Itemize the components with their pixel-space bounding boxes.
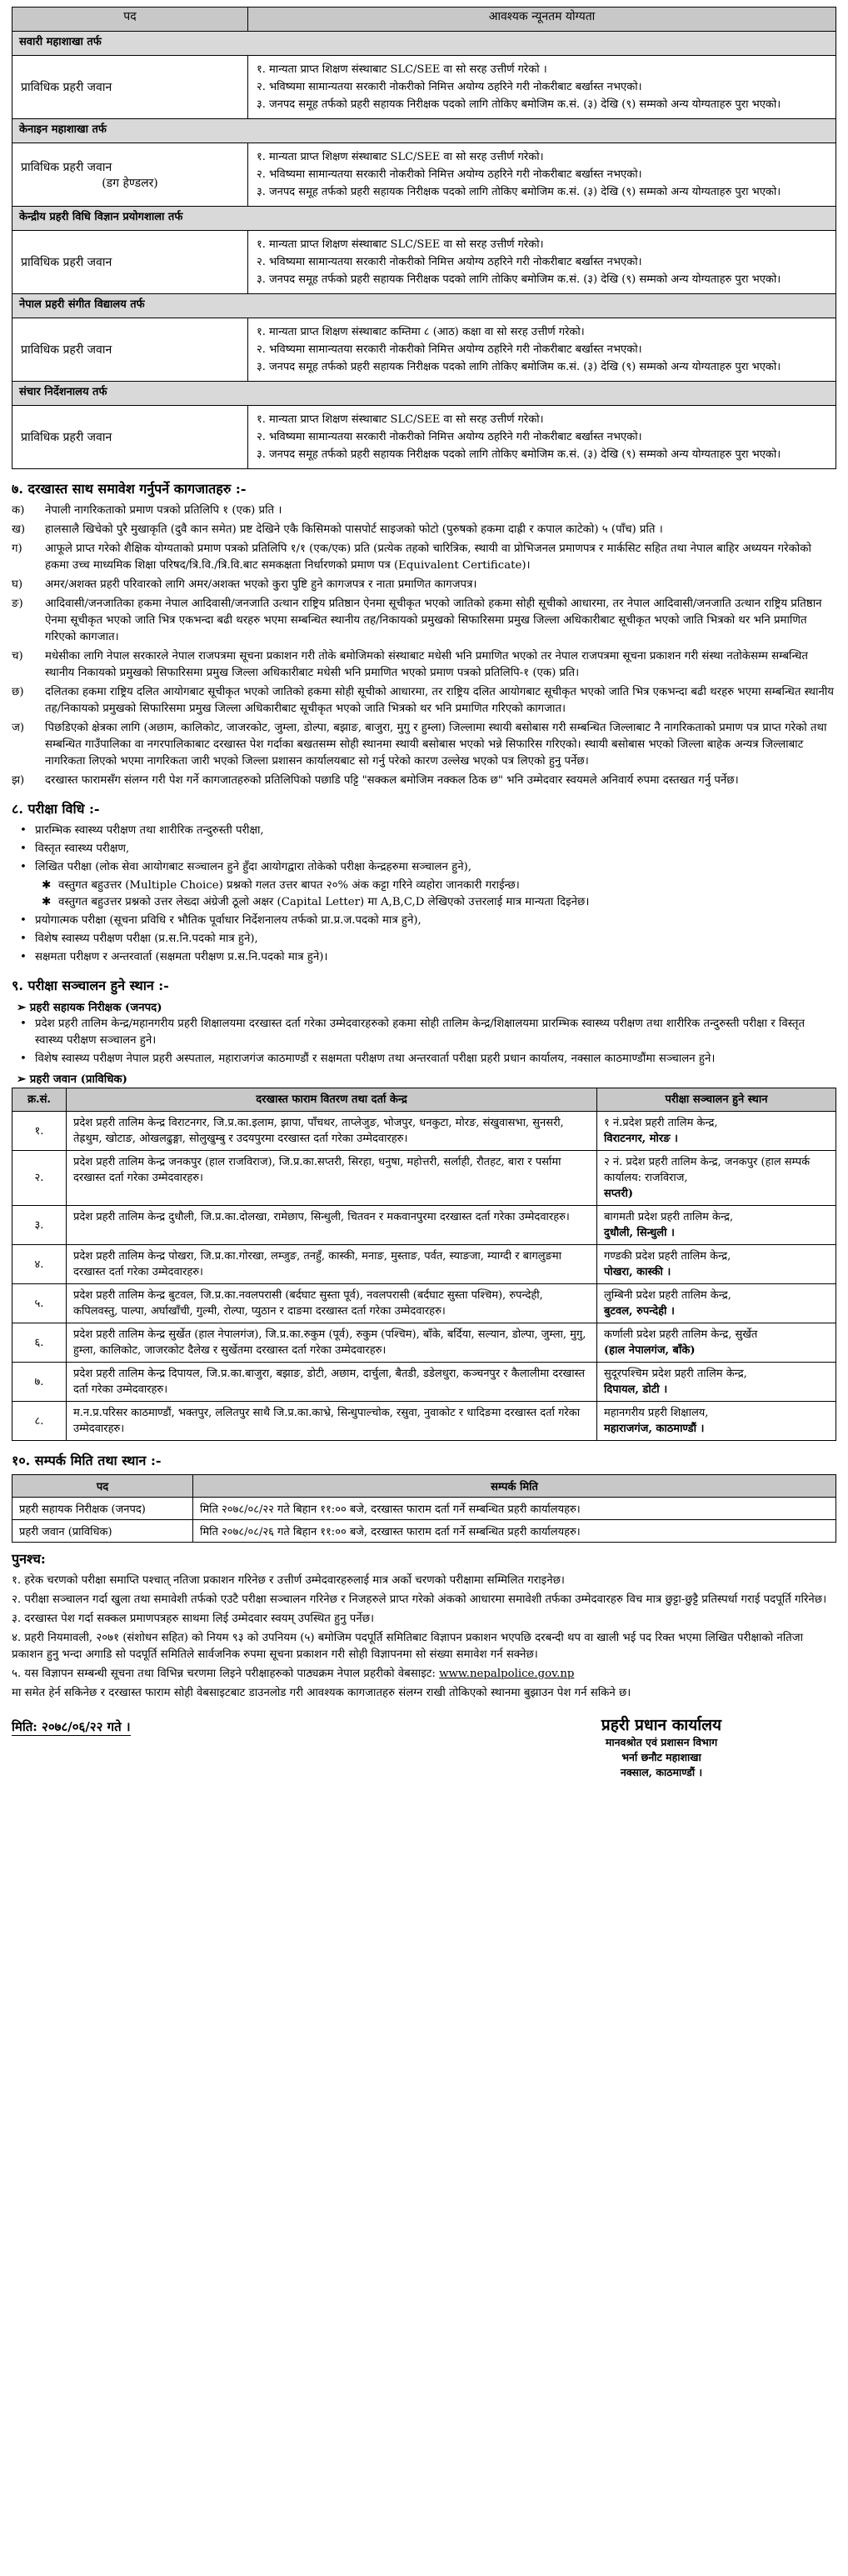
location-line-2: बुटवल, रुपन्देही । <box>604 1305 675 1318</box>
website-link[interactable]: www.nepalpolice.gov.np <box>439 1668 575 1680</box>
document-item <box>12 720 836 770</box>
venue-si-title: ➢ प्रहरी सहायक निरीक्षक (जनपद) <box>17 1002 162 1014</box>
bullet-icon: • <box>20 843 27 855</box>
bullet-icon: • <box>20 933 27 945</box>
qualification-item: १. मान्यता प्राप्त शिक्षण संस्थाबाट SLC/SEE वा सो सरह उत्तीर्ण गरेको। <box>257 413 544 426</box>
note-item-text: ३. दरखास्त पेश गर्दा सक्कल प्रमाणपत्रहरु साथमा लिई उम्मेदवार स्वयम् उपस्थित हुनु पर्नेछ। <box>12 1613 375 1625</box>
section-title-row <box>12 32 836 56</box>
section-title-row <box>12 207 836 231</box>
center-row-no: ७. <box>12 1363 67 1402</box>
bullet-icon: • <box>20 951 27 963</box>
contact-row <box>12 1520 836 1543</box>
exam-item-text: प्रारम्भिक स्वास्थ्य परीक्षण तथा शारीरिक तन्दुरुस्ती परीक्षा, <box>35 824 264 837</box>
exam-heading: ८. परीक्षा विधि :- <box>12 801 100 817</box>
exam-item <box>20 913 836 929</box>
section-title-row <box>12 119 836 143</box>
col-contact-date: सम्पर्क मिति <box>193 1475 836 1498</box>
center-row <box>12 1112 836 1151</box>
office-dept: मानवश्रोत एवं प्रशासन विभाग <box>605 1736 718 1748</box>
section-post-row <box>12 143 836 207</box>
document-item-label: घ) <box>12 578 23 591</box>
section-post-row <box>12 406 836 469</box>
qualification-item: १. मान्यता प्राप्त शिक्षण संस्थाबाट SLC/SEE वा सो सरह उत्तीर्ण गरेको। <box>257 151 544 163</box>
qualification-item: ३. जनपद समूह तर्फको प्रहरी सहायक निरीक्षक पदको लागि तोकिए बमोजिम क.सं. (३) देखि (९) सम्मको अन्य योग्यताहरु पुरा भएको। <box>257 448 781 461</box>
col-contact-post: पद <box>12 1475 193 1498</box>
exam-item <box>20 841 836 858</box>
venue-si-title-text: प्रहरी सहायक निरीक्षक (जनपद) <box>29 1002 162 1014</box>
location-line-1: २ नं. प्रदेश प्रहरी तालिम केन्द्र, जनकपुर (हाल सम्पर्क कार्यालय: राजविराज, <box>604 1156 811 1184</box>
qualification-item: ३. जनपद समूह तर्फको प्रहरी सहायक निरीक्षक पदको लागि तोकिए बमोजिम क.सं. (३) देखि (९) सम्मको अन्य योग्यताहरु पुरा भएको। <box>257 186 781 198</box>
section-post-row <box>12 231 836 294</box>
location-line-1: गण्डकी प्रदेश प्रहरी तालिम केन्द्र, <box>604 1250 731 1263</box>
note-item <box>12 1685 836 1702</box>
col-qualification: आवश्यक न्यूनतम योग्यता <box>248 8 836 32</box>
qualification-cell <box>248 318 836 382</box>
contact-post: प्रहरी जवान (प्राविधिक) <box>12 1520 193 1543</box>
bullet-icon: • <box>20 914 27 927</box>
post-subtitle: (डग हेण्डलर) <box>102 176 158 190</box>
col-location: परीक्षा सञ्चालन हुने स्थान <box>597 1088 836 1112</box>
contact-heading: १०. सम्पर्क मिति तथा स्थान :- <box>12 1453 162 1468</box>
location-line-2: दिपायल, डोटी । <box>604 1383 668 1396</box>
center-row-text: प्रदेश प्रहरी तालिम केन्द्र दुधौली, जि.प्र.का.दोलखा, रामेछाप, सिन्धुली, चितवन र मकवानपुरमा दरखास्त दर्ता गरेका उम्मेदवारहरु। <box>67 1206 597 1245</box>
document-item-label: क) <box>12 504 25 517</box>
bullet-icon: • <box>20 1018 27 1030</box>
center-row <box>12 1402 836 1441</box>
asterisk-icon: ✱ <box>42 896 52 908</box>
qualification-item: १. मान्यता प्राप्त शिक्षण संस्थाबाट SLC/SEE वा सो सरह उत्तीर्ण गरेको। <box>257 238 544 251</box>
center-row-no: ५. <box>12 1284 67 1323</box>
contact-post: प्रहरी सहायक निरीक्षक (जनपद) <box>12 1498 193 1520</box>
footer <box>12 1713 836 1780</box>
document-item-label: ग) <box>12 543 22 555</box>
office-place: नक्साल, काठमाण्डौं । <box>620 1766 703 1778</box>
col-center: दरखास्त फाराम वितरण तथा दर्ता केन्द्र <box>67 1088 597 1112</box>
col-post: पद <box>12 8 248 32</box>
location-line-2: सप्तरी) <box>604 1188 634 1200</box>
location-line-2: महाराजगंज, काठमाण्डौं । <box>604 1423 705 1435</box>
center-row-location <box>597 1323 836 1363</box>
exam-item-text: विस्तृत स्वास्थ्य परीक्षण, <box>35 843 130 855</box>
document-item <box>12 541 836 574</box>
post-name: प्राविधिक प्रहरी जवान <box>21 160 112 174</box>
document-item-label: ज) <box>12 722 25 734</box>
office-branch: भर्ना छनौट महाशाखा <box>621 1751 701 1763</box>
documents-list <box>12 503 836 789</box>
document-item <box>12 522 836 538</box>
venue-si-item <box>20 1016 836 1049</box>
exam-item-text: लिखित परीक्षा (लोक सेवा आयोगबाट सञ्चालन हुने हुँदा आयोगद्वारा तोकेको परीक्षा केन्द्रहरुमा सञ्चालन हुने), <box>35 861 472 873</box>
exam-item-text: प्रयोगात्मक परीक्षा (सूचना प्रविधि र भौतिक पूर्वाधार निर्देशनालय तर्फको प्रा.प्र.ज.पदको मात्र हुने), <box>35 914 422 927</box>
location-line-1: बागमती प्रदेश प्रहरी तालिम केन्द्र, <box>604 1211 734 1223</box>
venue-si-list <box>12 1016 836 1068</box>
document-item-text: अमर/अशक्त प्रहरी परिवारको लागि अमर/अशक्त भएको कुरा पुष्टि हुने कागजपत्र र नाता प्रमाणित कागजपत्र। <box>45 578 477 591</box>
center-row-text: प्रदेश प्रहरी तालिम केन्द्र विराटनगर, जि.प्र.का.इलाम, झापा, पाँचथर, ताप्लेजुङ, भोजपुर, धनकुटा, मोरङ, संखुवासभा, सुनसरी, तेह्रथुम, खोटाङ, ओखलढुङ्गा, सोलुखुम्बु र उदयपुरमा दरखास्त दर्ता गरेका उम्मेदवारहरु। <box>67 1112 597 1151</box>
center-row-no: ४. <box>12 1245 67 1284</box>
exam-item-text: सक्षमता परीक्षण र अन्तरवार्ता (सक्षमता परीक्षण प्र.स.नि.पदको मात्र हुने)। <box>35 951 328 963</box>
center-row-text: प्रदेश प्रहरी तालिम केन्द्र जनकपुर (हाल राजविराज), जि.प्र.का.सप्तरी, सिरहा, धनुषा, महोत्तरी, सर्लाही, रौतहट, बारा र पर्सामा दरखास्त दर्ता गरेका उम्मेदवारहरु। <box>67 1151 597 1206</box>
document-item <box>12 684 836 718</box>
document-item <box>12 577 836 593</box>
notes-heading: पुनश्च: <box>12 1551 46 1567</box>
contact-date: मिति २०७८/०८/२६ गते बिहान ११:०० बजे, दरखास्त फाराम दर्ता गर्ने सम्बन्धित प्रहरी कार्यालयहरु। <box>193 1520 836 1543</box>
col-no: क्र.सं. <box>12 1088 67 1112</box>
document-item-text: दलितका हकमा राष्ट्रिय दलित आयोगबाट सूचीकृत भएको जातिको हकमा सोही सूचीको आधारमा, तर राष्ट्रिय दलित आयोगबाट सूचीकृत भएको जाति भित्र एकभन्दा बढी थरहरु भएमा सम्बन्धित स्थानीय तह/निकायको प्रमुखको सिफारिसमा प्रमुख जिल्ला अधिकारीबाट सूचीकृत भएको जाति भित्रको थर भनि प्रमाणित गरिएको कागजात। <box>45 686 835 715</box>
document-item-text: नेपाली नागरिकताको प्रमाण पत्रको प्रतिलिपि १ (एक) प्रति । <box>45 504 282 517</box>
post-cell <box>12 143 248 207</box>
document-item-text: आफूले प्राप्त गरेको शैक्षिक योग्यताको प्रमाण पत्रको प्रतिलिपि १/१ (एक/एक) प्रति (प्रत्येक तहको चारित्रिक, स्थायी वा प्रोभिजनल प्रमाणपत्र र मार्कसिट सहित तथा नेपाल बाहिर अध्ययन गरेकोको हकमा उच्च माध्यमिक शिक्षा परिषद/त्रि.वि./त्रि.वि.बाट समकक्षता निर्धारणको प्रमाण पत्र (Equivalent Certificate)। <box>45 543 811 572</box>
post-cell <box>12 231 248 294</box>
document-item <box>12 773 836 789</box>
note-item-text: ४. प्रहरी नियमावली, २०७१ (संशोधन सहित) को नियम ९३ को उपनियम (५) बमोजिम पदपूर्ति समितिबाट विज्ञापन प्रकाशन भएपछि दरबन्दी थप वा खाली भई पद रिक्त भएमा लिखित परीक्षाको नतिजा प्रकाशन हुनु भन्दा अगाडि सो पदपूर्ति समितिले सार्वजनिक रुपमा सूचना प्रकाशन गरी सोही विज्ञापनमा सो संख्या समावेश गर्न सक्नेछ। <box>12 1632 804 1661</box>
center-row-location <box>597 1206 836 1245</box>
qualification-cell <box>248 56 836 119</box>
document-item-label: च) <box>12 650 23 663</box>
note-item <box>12 1592 836 1608</box>
section-title: केनाइन महाशाखा तर्फ <box>12 119 836 143</box>
location-line-1: कर्णाली प्रदेश प्रहरी तालिम केन्द्र, सुर्खेत <box>604 1328 758 1341</box>
qualification-item: ३. जनपद समूह तर्फको प्रहरी सहायक निरीक्षक पदको लागि तोकिए बमोजिम क.सं. (३) देखि (९) सम्मको अन्य योग्यताहरु पुरा भएको। <box>257 361 781 373</box>
contact-date: मिति २०७८/०८/२२ गते बिहान ११:०० बजे, दरखास्त फाराम दर्ता गर्ने सम्बन्धित प्रहरी कार्यालयहरु। <box>193 1498 836 1520</box>
center-row <box>12 1284 836 1323</box>
qualification-item: ३. जनपद समूह तर्फको प्रहरी सहायक निरीक्षक पदको लागि तोकिए बमोजिम क.सं. (३) देखि (९) सम्मको अन्य योग्यताहरु पुरा भएको। <box>257 98 781 111</box>
note-item <box>12 1630 836 1663</box>
document-item <box>12 648 836 682</box>
venue-pj-title: ➢ प्रहरी जवान (प्राविधिक) <box>17 1073 127 1086</box>
document-item <box>12 503 836 519</box>
document-item-text: आदिवासी/जनजातिका हकमा नेपाल आदिवासी/जनजाति उत्थान राष्ट्रिय प्रतिष्ठान ऐनमा सूचीकृत भएको जातिको हकमा सोही सूचीको आधारमा, तर नेपाल आदिवासी/जनजाति उत्थान राष्ट्रिय प्रतिष्ठान ऐनमा सूचीकृत भएको जाति भित्र एकभन्दा बढी थरहरु भएमा सम्बन्धित स्थानीय तह/निकायको प्रमुखको सिफारिसमा प्रमुख जिल्ला अधिकारीबाट सूचीकृत भएको जाति भित्रको थर भनि प्रमाणित गरिएको कागजात। <box>45 598 822 643</box>
center-row-text: प्रदेश प्रहरी तालिम केन्द्र बुटवल, जि.प्र.का.नवलपरासी (बर्दघाट सुस्ता पूर्व), नवलपरासी (बर्दघाट सुस्ता पश्चिम), रुपन्देही, कपिलवस्तु, पाल्पा, अर्घाखाँची, गुल्मी, रोल्पा, प्युठान र दाङमा दरखास्त दर्ता गरेका उम्मेदवारहरु। <box>67 1284 597 1323</box>
notes-list <box>12 1573 836 1702</box>
center-row-text: प्रदेश प्रहरी तालिम केन्द्र पोखरा, जि.प्र.का.गोरखा, लम्जुङ, तनहुँ, कास्की, मनाङ, मुस्ताङ, पर्वत, स्याङजा, म्याग्दी र बागलुङमा दरखास्त दर्ता गरेका उम्मेदवारहरु। <box>67 1245 597 1284</box>
center-row-location <box>597 1363 836 1402</box>
post-name: प्राविधिक प्रहरी जवान <box>21 343 112 357</box>
section-title-row <box>12 382 836 406</box>
post-cell <box>12 56 248 119</box>
center-row-no: १. <box>12 1112 67 1151</box>
location-line-1: लुम्बिनी प्रदेश प्रहरी तालिम केन्द्र, <box>604 1289 731 1302</box>
exam-item <box>20 931 836 948</box>
section-post-row <box>12 318 836 382</box>
document-item-text: दरखास्त फारामसँग संलग्न गरी पेश गर्ने कागजातहरुको प्रतिलिपिको पछाडि पट्टि "सक्कल बमोजिम नक्कल ठिक छ" भनि उम्मेदवार स्वयमले अनिवार्य रुपमा दस्तखत गर्नु पर्नेछ। <box>45 774 739 787</box>
exam-note-text: वस्तुगत बहुउत्तर (Multiple Choice) प्रश्नको गलत उत्तर बापत २०% अंक कट्टा गरिने व्यहोरा जानकारी गराईन्छ। <box>58 879 520 892</box>
post-name: प्राविधिक प्रहरी जवान <box>21 81 112 94</box>
center-row-text: म.न.प्र.परिसर काठमाण्डौं, भक्तपुर, ललितपुर साथै जि.प्र.का.काभ्रे, सिन्धुपाल्चोक, रसुवा, नुवाकोट र धादिङमा दरखास्त दर्ता गरेका उम्मेदवारहरु। <box>67 1402 597 1441</box>
qualification-item: २. भविष्यमा सामान्यतया सरकारी नोकरीको निमित्त अयोग्य ठहरिने गरी नोकरीबाट बर्खास्त नभएको। <box>257 81 642 93</box>
note-item-text: ५. यस विज्ञापन सम्बन्धी सूचना तथा विभिन्न चरणमा लिइने परीक्षाहरुको पाठ्यक्रम नेपाल प्रहरीको वेबसाइट: <box>12 1668 436 1680</box>
contact-row <box>12 1498 836 1520</box>
center-row-no: ६. <box>12 1323 67 1363</box>
section-post-row <box>12 56 836 119</box>
office-name: प्रहरी प्रधान कार्यालय <box>601 1716 722 1734</box>
note-item-text: २. परीक्षा सञ्चालन गर्दा खुला तथा समावेशी तर्फको एउटै परीक्षा सञ्चालन गरिनेछ र निजहरुले प्राप्त गरेको अंकको आधारमा समावेशी तर्फका उम्मेदवारहरु विच मात्र छुट्टा-छुट्टै प्रतिस्पर्धा गराई पदपूर्ति गरिनेछ। <box>12 1593 827 1606</box>
note-item-text: १. हरेक चरणको परीक्षा समाप्ति पश्चात् नतिजा प्रकाशन गरिनेछ र उत्तीर्ण उम्मेदवारहरुलाई मात्र अर्को चरणको परीक्षामा सम्मिलित गराइनेछ। <box>12 1574 565 1587</box>
exam-note <box>42 878 836 894</box>
document-item-text: मधेसीका लागि नेपाल सरकारले नेपाल राजपत्रमा सूचना प्रकाशन गरी तोके बमोजिमको संस्थाबाट मधेसी भनि प्रमाणित भएको तर नेपाल राजपत्रमा सूचना प्रकाशन गरी संस्था नतोकेसम्म सम्बन्धित स्थानीय निकायको प्रमुखको सिफारिसमा प्रमुख जिल्ला अधिकारीबाट मधेसी भनि प्रमाणित भएको प्रमाण पत्रको प्रतिलिपि-१ (एक) प्रति। <box>45 650 808 679</box>
post-name: प्राविधिक प्रहरी जवान <box>21 431 112 444</box>
note-item <box>12 1666 836 1683</box>
document-item-label: ङ) <box>12 598 23 610</box>
center-row-location <box>597 1402 836 1441</box>
section-title: केन्द्रीय प्रहरी विधि विज्ञान प्रयोगशाला तर्फ <box>12 207 836 231</box>
qualification-item: १. मान्यता प्राप्त शिक्षण संस्थाबाट SLC/SEE वा सो सरह उत्तीर्ण गरेको । <box>257 63 547 76</box>
center-row-no: ८. <box>12 1402 67 1441</box>
document-item-text: हालसालै खिचेको पुरै मुखाकृति (दुवै कान समेत) प्रष्ट देखिने एकै किसिमको पासपोर्ट साइजको फोटो (पुरुषको हकमा दाह्री र कपाल काटेको) ५ (पाँच) प्रति । <box>45 523 663 536</box>
note-item <box>12 1611 836 1628</box>
exam-item <box>20 823 836 839</box>
exam-note-text: वस्तुगत बहुउत्तर प्रश्नको उत्तर लेख्दा अंग्रेजी ठूलो अक्षर (Capital Letter) मा A,B,C,D लेखिएको उत्तरलाई मात्र मान्यता दिइनेछ। <box>58 896 590 908</box>
document-item <box>12 596 836 646</box>
exam-item <box>20 859 836 876</box>
location-line-2: (हाल नेपालगंज, बाँके) <box>604 1344 696 1357</box>
location-line-2: दुधौली, सिन्धुली । <box>604 1227 675 1239</box>
qualification-item: २. भविष्यमा सामान्यतया सरकारी नोकरीको निमित्त अयोग्य ठहरिने गरी नोकरीबाट बर्खास्त नभएको। <box>257 343 642 356</box>
document-item-label: ख) <box>12 523 26 536</box>
section-title: संचार निर्देशनालय तर्फ <box>12 382 836 406</box>
exam-list <box>12 823 836 966</box>
venue-pj-title-text: प्रहरी जवान (प्राविधिक) <box>29 1073 127 1086</box>
venue-si-item <box>20 1051 836 1068</box>
center-row-text: प्रदेश प्रहरी तालिम केन्द्र दिपायल, जि.प्र.का.बाजुरा, बझाङ, डोटी, अछाम, दार्चुला, बैतडी, डडेलधुरा, कञ्चनपुर र कैलालीमा दरखास्त दर्ता गरेका उम्मेदवारहरु। <box>67 1363 597 1402</box>
location-line-1: १ नं.प्रदेश प्रहरी तालिम केन्द्र, <box>604 1117 718 1129</box>
center-row <box>12 1363 836 1402</box>
qualification-item: १. मान्यता प्राप्त शिक्षण संस्थाबाट कम्तिमा ८ (आठ) कक्षा वा सो सरह उत्तीर्ण गरेको। <box>257 326 585 338</box>
document-item-label: झ) <box>12 774 25 787</box>
document-item-text: पिछडिएको क्षेत्रका लागि (अछाम, कालिकोट, जाजरकोट, जुम्ला, डोल्पा, बझाङ, बाजुरा, मुगु र हुम्ला) जिल्लामा स्थायी बसोबास गरी सम्बन्धित जिल्लाबाट नै नागरिकताको प्रमाण पत्र प्राप्त गरेको तथा सम्बन्धित गाउँपालिका वा नगरपालिकाबाट दरखास्त पेश गर्दाका बखतसम्म सोही स्थानमा स्थायी बसोबास भएको भन्ने सिफारिस गरिएको। स्थायी बसोबास भएको जिल्ला बाहेक अन्यत्र जिल्लाबाट नागरिकता लिएको भएमा नागरिकता जारी भएको जिल्ला प्रशासन कार्यालयबाट सो गर्नु परेको कारण उल्लेख भएको पत्र लिएको हुनु पर्नेछ। <box>45 722 827 768</box>
venue-si-item-text: विशेष स्वास्थ्य परीक्षण नेपाल प्रहरी अस्पताल, महाराजगंज काठमाण्डौं र सक्षमता परीक्षण तथा अन्तरवार्ता परीक्षा प्रहरी प्रधान कार्यालय, नक्साल काठमाण्डौंमा सञ्चालन हुने। <box>35 1053 716 1065</box>
notice-date: मिति: २०७८/०६/२२ गते । <box>12 1719 131 1734</box>
center-row-location <box>597 1245 836 1284</box>
post-cell <box>12 406 248 469</box>
qualification-cell <box>248 231 836 294</box>
qualification-item: २. भविष्यमा सामान्यतया सरकारी नोकरीको निमित्त अयोग्य ठहरिने गरी नोकरीबाट बर्खास्त नभएको। <box>257 256 642 268</box>
contact-table <box>12 1474 836 1543</box>
center-row-no: २. <box>12 1151 67 1206</box>
qualification-table <box>12 7 836 469</box>
qualification-cell <box>248 406 836 469</box>
center-row <box>12 1245 836 1284</box>
bullet-icon: • <box>20 824 27 837</box>
section-title-row <box>12 294 836 318</box>
exam-item-text: विशेष स्वास्थ्य परीक्षण परीक्षा (प्र.स.नि.पदको मात्र हुने), <box>35 933 258 945</box>
exam-note <box>42 894 836 911</box>
center-row-text: प्रदेश प्रहरी तालिम केन्द्र सुर्खेत (हाल नेपालगंज), जि.प्र.का.रुकुम (पूर्व), रुकुम (पश्चिम), बाँके, बर्दिया, सल्यान, डोल्पा, जुम्ला, मुगु, हुम्ला, कालिकोट, जाजरकोट दैलेख र सुर्खेतमा दरखास्त दर्ता गरेका उम्मेदवारहरु। <box>67 1323 597 1363</box>
documents-heading: ७. दरखास्त साथ समावेश गर्नुपर्ने कागजातहरु :- <box>12 481 247 497</box>
center-row <box>12 1151 836 1206</box>
venue-si-item-text: प्रदेश प्रहरी तालिम केन्द्र/महानगरीय प्रहरी शिक्षालयमा दरखास्त दर्ता गरेका उम्मेदवारहरुको हकमा सोही तालिम केन्द्र/शिक्षालयमा प्रारम्भिक स्वास्थ्य परीक्षण तथा शारीरिक तन्दुरुस्ती परीक्षा र विस्तृत स्वास्थ्य परीक्षण सञ्चालन हुने। <box>35 1018 806 1047</box>
office-block <box>536 1713 786 1780</box>
location-line-2: विराटनगर, मोरङ । <box>604 1133 678 1145</box>
section-title: सवारी महाशाखा तर्फ <box>12 32 836 56</box>
note-item <box>12 1573 836 1589</box>
asterisk-icon: ✱ <box>42 879 52 892</box>
exam-item <box>20 949 836 966</box>
center-row <box>12 1206 836 1245</box>
center-row-location <box>597 1151 836 1206</box>
qualification-item: २. भविष्यमा सामान्यतया सरकारी नोकरीको निमित्त अयोग्य ठहरिने गरी नोकरीबाट बर्खास्त नभएको। <box>257 431 642 443</box>
bullet-icon: • <box>20 861 27 873</box>
location-line-1: महानगरीय प्रहरी शिक्षालय, <box>604 1407 709 1419</box>
center-row-location <box>597 1112 836 1151</box>
section-title: नेपाल प्रहरी संगीत विद्यालय तर्फ <box>12 294 836 318</box>
qualification-cell <box>248 143 836 207</box>
venue-heading: ९. परीक्षा सञ्चालन हुने स्थान :- <box>12 978 169 993</box>
center-table <box>12 1088 836 1441</box>
center-row-no: ३. <box>12 1206 67 1245</box>
document-item-label: छ) <box>12 686 24 698</box>
location-line-2: पोखरा, कास्की । <box>604 1266 671 1278</box>
post-cell <box>12 318 248 382</box>
center-row <box>12 1323 836 1363</box>
qualification-item: २. भविष्यमा सामान्यतया सरकारी नोकरीको निमित्त अयोग्य ठहरिने गरी नोकरीबाट बर्खास्त नभएको। <box>257 168 642 181</box>
qualification-item: ३. जनपद समूह तर्फको प्रहरी सहायक निरीक्षक पदको लागि तोकिए बमोजिम क.सं. (३) देखि (९) सम्मको अन्य योग्यताहरु पुरा भएको। <box>257 273 781 286</box>
post-name: प्राविधिक प्रहरी जवान <box>21 256 112 269</box>
location-line-1: सुदूरपश्चिम प्रदेश प्रहरी तालिम केन्द्र, <box>604 1368 747 1380</box>
center-row-location <box>597 1284 836 1323</box>
bullet-icon: • <box>20 1053 27 1065</box>
note-item-text: मा समेत हेर्न सकिनेछ र दरखास्त फाराम सोही वेबसाइटबाट डाउनलोड गरी आवश्यक कागजातहरु संलग्न राखी तोकिएको स्थानमा बुझाउन पेश गर्न सकिने छ। <box>12 1687 631 1699</box>
